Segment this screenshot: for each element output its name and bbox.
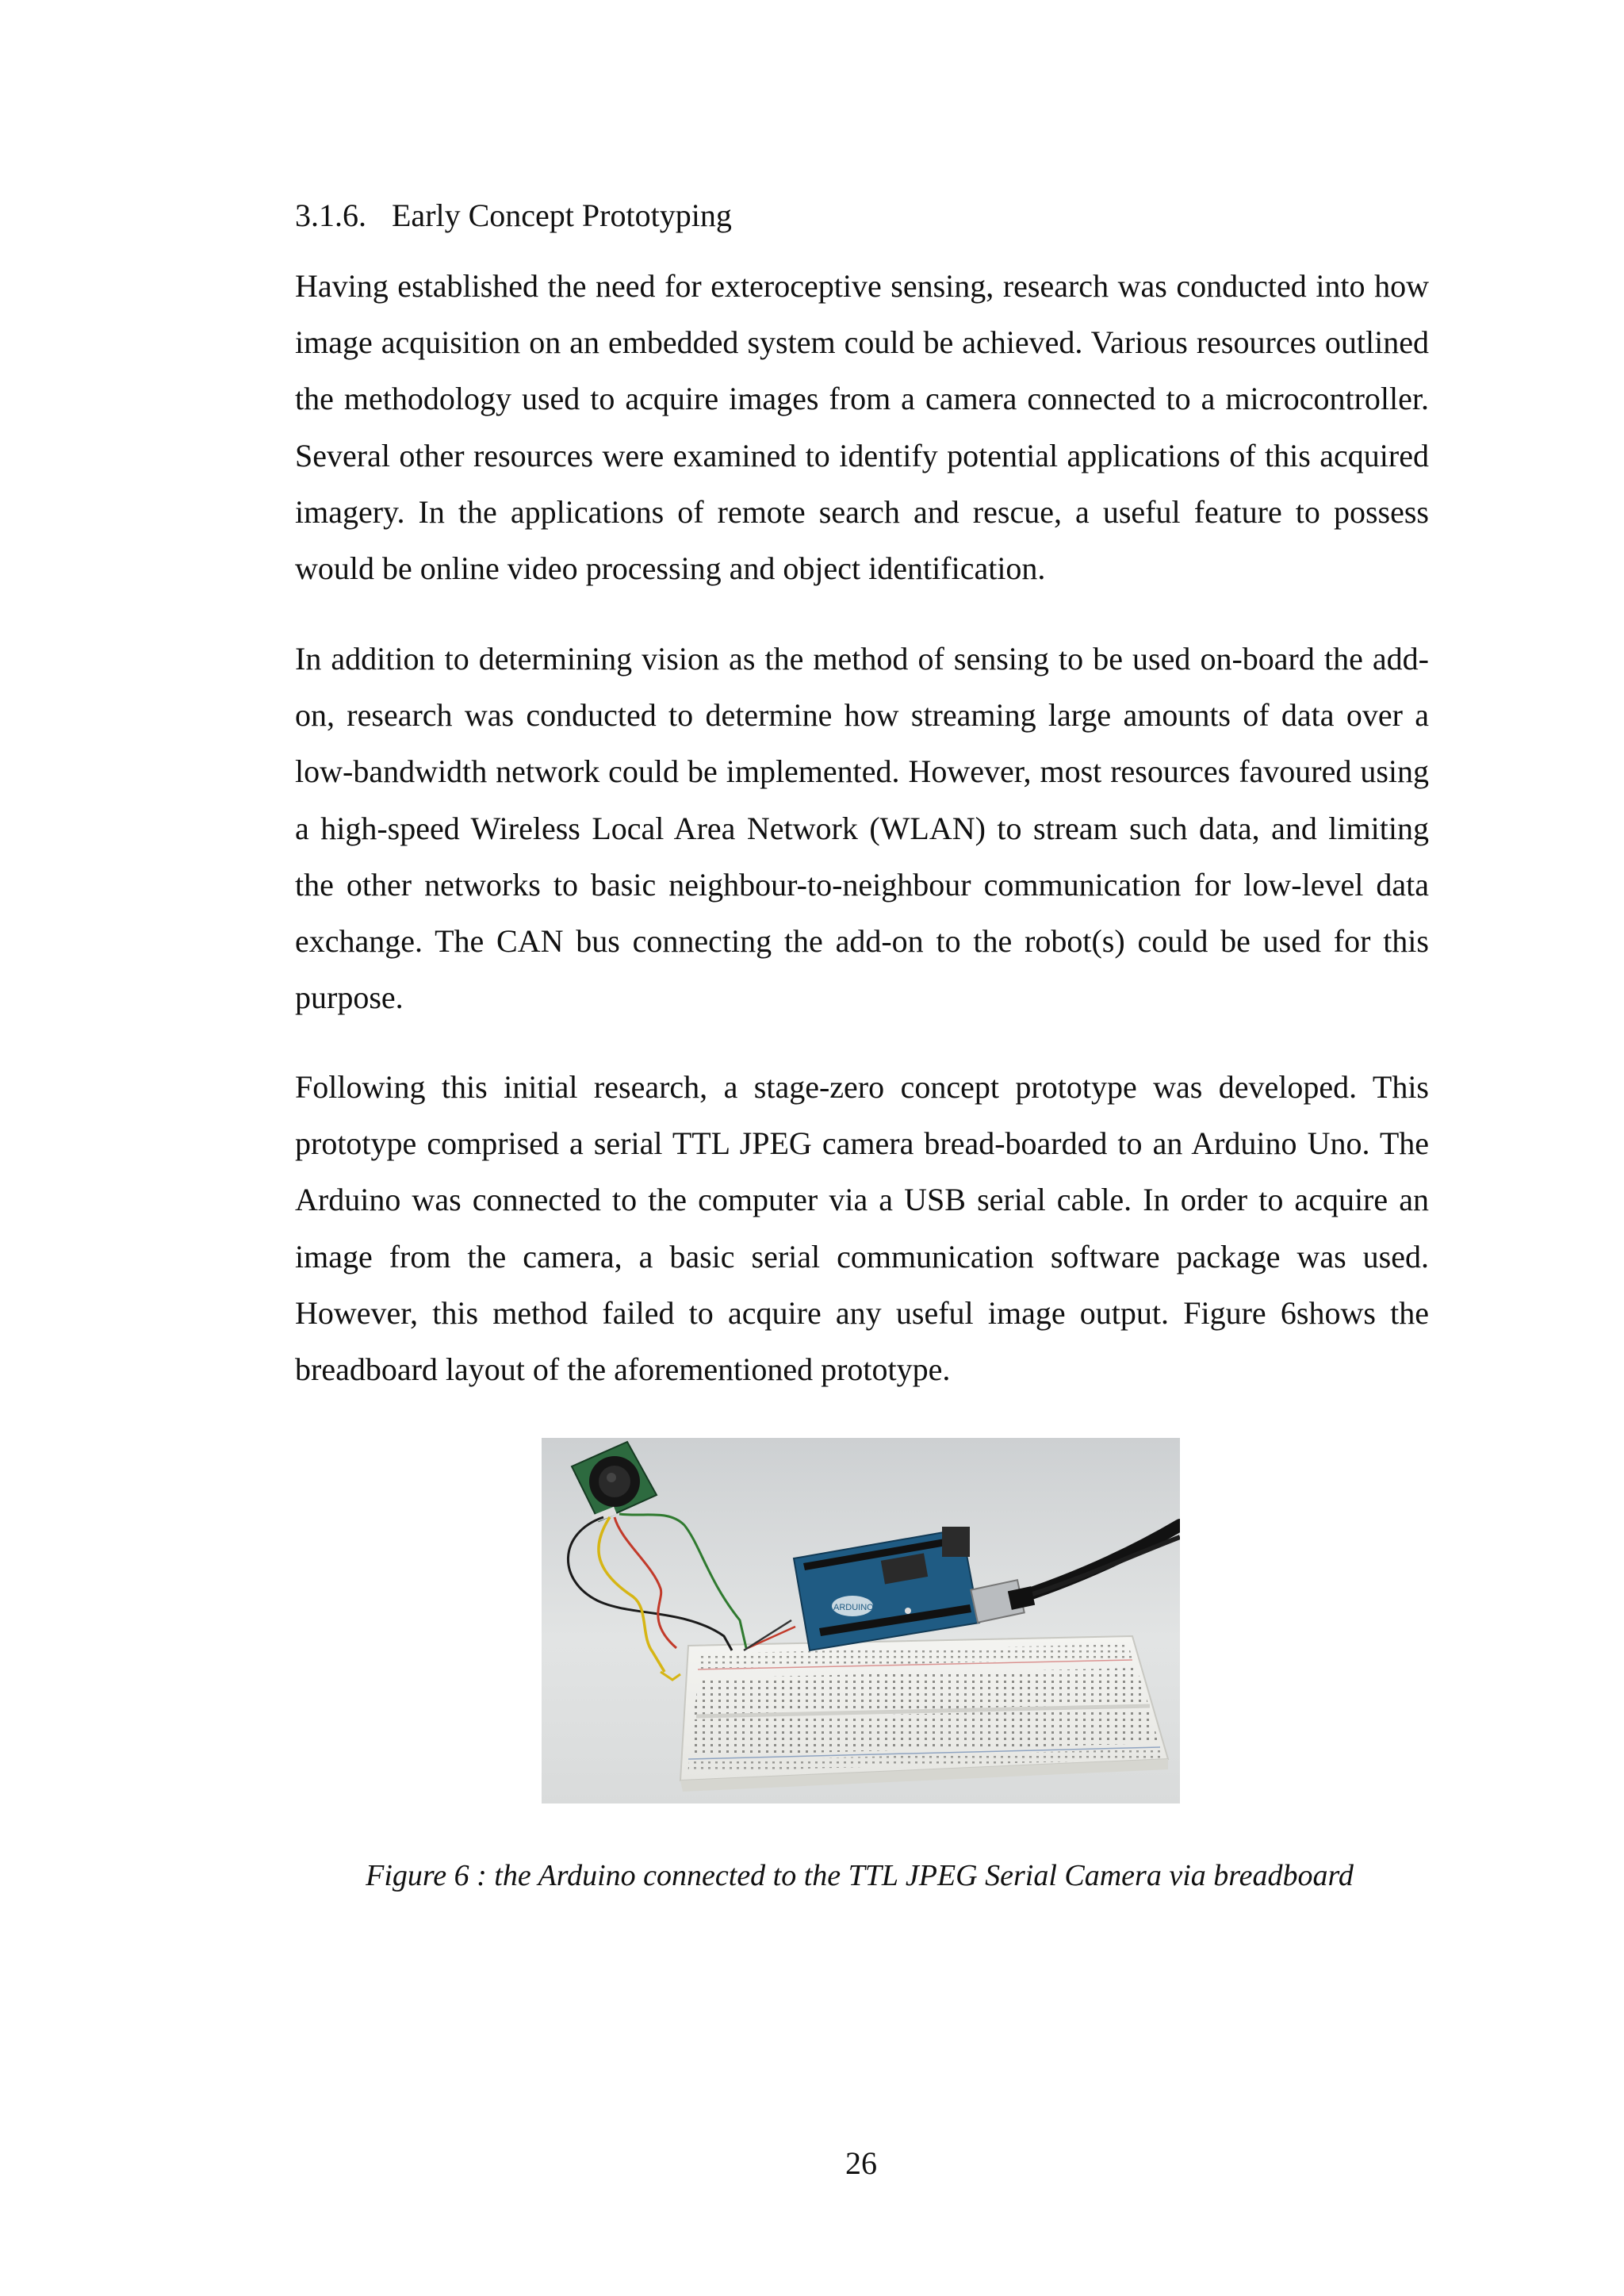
figure-caption: Figure 6 : the Arduino connected to the TTL JPEG Serial Camera via breadboard [366, 1859, 1354, 1892]
arduino-breadboard-camera-photo [542, 1438, 1180, 1803]
page-number: 26 [845, 2145, 877, 2181]
section-number: 3.1.6. [295, 197, 366, 233]
section-title: Early Concept Prototyping [392, 197, 732, 233]
svg-text:ARDUINO: ARDUINO [833, 1603, 874, 1612]
body-paragraph-3: Following this initial research, a stage-zero concept prototype was developed. This prototype comprised a serial TTL JPEG camera bread-boarded to an Arduino Uno. The Arduino was connected to the computer via a USB serial cable. In order to acquire an image from the camera, a basic serial communication software package was used. However, this method failed to acquire any useful image output. Figure 6shows the breadboard layout of the aforementioned prototype. [295, 1069, 1429, 1388]
body-paragraph-1: Having established the need for exteroceptive sensing, research was conducted into how image acquisition on an embedded system could be achieved. Various resources outlined the methodology used to acquire images from a camera connected to a microcontroller. Several other resources were examined to identify potential applications of this acquired imagery. In the applications of remote search and rescue, a useful feature to possess would be online video processing and object identification. [295, 268, 1429, 587]
section-heading [295, 195, 732, 236]
body-paragraph-2: In addition to determining vision as the method of sensing to be used on-board the add-on, research was conducted to determine how streaming large amounts of data over a low-bandwidth network could be implemented. However, most resources favoured using a high-speed Wireless Local Area Network (WLAN) to stream such data, and limiting the other networks to basic neighbour-to-neighbour communication for low-level data exchange. The CAN bus connecting the add-on to the robot(s) could be used for this purpose. [295, 641, 1429, 1016]
figure-6-photo [542, 1438, 1180, 1803]
